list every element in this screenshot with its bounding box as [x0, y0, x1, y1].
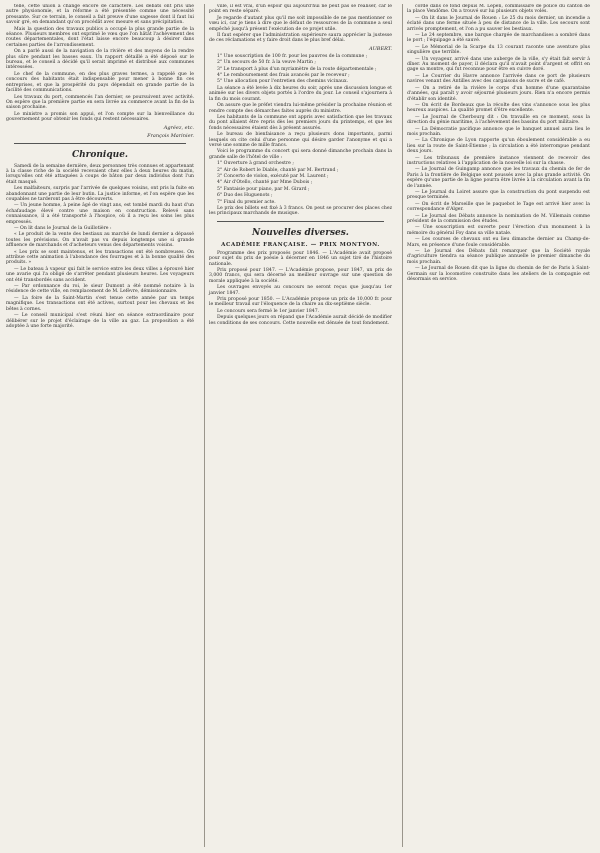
nouvelles-p: Programme des prix proposés pour 1846. — L'Académie avait proposé pour sujet du prix de poésie à décerner en 1846 un sujet tiré de l'histoire nationale.: [209, 250, 392, 267]
col3-p: — Les courses de chevaux ont eu lieu dimanche dernier au Champ-de-Mars, en présence d'une foule considérable.: [407, 237, 590, 248]
concert-program: [209, 161, 392, 205]
col2-list: [209, 54, 392, 85]
chronique-p: — On lit dans le Journal de la Guillotière :: [14, 226, 112, 231]
col3-p: — Un voyageur, arrivé dans une auberge de la ville, s'y était fait servir à dîner. Au moment de payer, il déclara qu'il n'avait point d'argent et offrit en gage sa montre, qui fut reconnue pour être en cuivre doré.: [407, 56, 590, 73]
chronique-p: « Les prix se sont maintenus, et les transactions ont été nombreuses. On attribue cette animation à l'abondance des fourrages et à la bonne qualité des produits. »: [6, 249, 194, 266]
program-item: 7° Final du premier acte.: [217, 199, 276, 205]
col3-p: — La Démocratie pacifique annonce que le banquet annuel aura lieu le mois prochain.: [407, 126, 590, 137]
nouvelles-p: Le concours sera fermé le 1er janvier 1847.: [217, 308, 320, 314]
col3-p: cordé dans ce fond depuis M. Lepen, commissaire de police du canton de la place Vendôme. On a trouvé sur lui plusieurs objets volés.: [407, 4, 590, 15]
col1-letter-p: Le ministre a promis son appui, et l'on compte sur la bienveillance du gouvernement pour obtenir les fonds qui restent nécessaires.: [6, 111, 194, 123]
nouvelles-p: Prix proposé pour 1850. — L'Académie propose un prix de 10,000 fr. pour le meilleur travail sur l'éloquence de la chaire au dix-septième siècle.: [209, 297, 392, 308]
col1-intro-p: On a parlé aussi de la navigation de la rivière et des moyens de la rendre plus sûre pendant les basses eaux. Un rapport détaillé a été déposé sur le bureau, et le conseil a décidé qu'il serait imprimé et distribué aux communes intéressées.: [6, 49, 194, 71]
col2-intro-p: Je regarde d'autant plus qu'il me soit impossible de ne pas mentionner ce vœu ici, car je tiens à dire que le défaut de ressources de la commune a seul empêché jusqu'à présent l'exécution de ce projet utile.: [209, 15, 392, 32]
col2-body-p: La séance a été levée à dix heures du soir, après une discussion longue et animée sur les divers objets portés à l'ordre du jour. Le conseil s'ajournera à la fin du mois courant.: [209, 85, 392, 102]
program-note: Le prix des billets est fixé à 3 francs. On peut se procurer des places chez les principaux marchands de musique.: [209, 206, 392, 217]
col2-intro-p: ville, il est vrai, d'un espoir qui aujourd'hui ne peut pas se réaliser, car le point en reste séparé.: [209, 4, 392, 15]
col3-p: — On lit dans le Journal de Rouen : Le 25 du mois dernier, un incendie a éclaté dans une ferme située à peu de distance de la ville. Les secours sont arrivés promptement, et l'on a pu sauver les bestiaux.: [407, 15, 590, 32]
section-rule: [14, 143, 186, 144]
col3-p: — On écrit de Marseille que le paquebot le Tage est arrivé hier avec la correspondance d'Alger.: [407, 201, 590, 213]
chronique-p: « Le produit de la vente des bestiaux au marché de lundi dernier a dépassé toutes les prévisions. On n'avait pas vu depuis longtemps une si grande affluence de marchands et d'acheteurs venus des départements voisins.: [6, 232, 194, 249]
col3-p: — Le Journal de Rouen dit que la ligne du chemin de fer de Paris à Saint-Germain sur la locomotive construite dans les ateliers de la compagnie est désormais en service.: [407, 266, 590, 283]
column-2: [204, 4, 396, 847]
col3-p: — Le Journal des Débats annonce la nomination de M. Villemain comme président de la commission des études.: [407, 213, 590, 225]
nouvelles-p: Prix proposé pour 1847. — L'Académie propose, pour 1847, un prix de 3,000 francs, qui sera décerné au meilleur ouvrage sur une question de morale appliquée à la société.: [209, 268, 392, 284]
col3-p: — Le Journal de Cherbourg dit : On travaille en ce moment, sous la direction du génie maritime, à l'achèvement des bassins du port militaire.: [407, 114, 590, 126]
letter-author: François Marinier.: [147, 132, 194, 139]
column-1: [6, 4, 198, 847]
col3-p: — Le Journal de Guingamp annonce que les travaux du chemin de fer de Paris à la frontière de Belgique sont poussés avec la plus grande activité. On espère qu'une partie de la ligne pourra être livrée à la circulation avant la fin de l'année.: [407, 167, 590, 189]
program-item: 5° Fantaisie pour piano, par M. Girard ;: [217, 186, 310, 192]
chronique-p: — Le conseil municipal s'est réuni hier en séance extraordinaire pour délibérer sur le projet d'éclairage de la ville au gaz. La proposition a été adoptée à une forte majorité.: [6, 313, 194, 329]
col3-p: — On a retiré de la rivière le corps d'un homme d'une quarantaine d'années, qui paraît y avoir séjourné plusieurs jours. Rien n'a encore permis d'établir son identité.: [407, 85, 590, 102]
chronique-p: Samedi de la semaine dernière, deux personnes très connues et appartenant à la classe riche de la société recevaient chez elles à deux heures du matin, lorsqu'elles ont été attaquées à coups de bâton par deux individus dont l'un était masqué.: [6, 163, 194, 185]
chronique-p: — Le bateau à vapeur qui fait le service entre les deux villes a éprouvé hier une avarie qui l'a obligé de s'arrêter pendant plusieurs heures. Les voyageurs ont été transbordés sans accident.: [6, 266, 194, 283]
col2-body-p: Le bureau de bienfaisance a reçu plusieurs dons importants, parmi lesquels on cite celui d'une personne qui désire garder l'anonyme et qui a versé une somme de mille francs.: [209, 132, 392, 148]
letter-signature: Agréez, etc.: [163, 124, 194, 131]
col1-intro-p: telle, cette union a changé encore de caractère. Les débats ont pris une autre physionomie, et la réforme a été présentée comme une nécessité pressante. Sur ce terrain, le conseil a fait preuve d'une sagesse dont il faut lui savoir gré, en demandant qu'on procédât avec mesure et sans précipitation.: [6, 4, 194, 26]
chronique-heading: Chronique.: [71, 149, 129, 160]
chronique-p: — La foire de la Saint-Martin s'est tenue cette année par un temps magnifique. Les transactions ont été actives, surtout pour les chevaux et les bêtes à cornes.: [6, 295, 194, 312]
col3-p: — Le Journal du Loiret assure que la construction du pont suspendu est presque terminée.: [407, 190, 590, 201]
list-item: 4° Le remboursement des frais avancés par le receveur ;: [217, 73, 350, 79]
program-item: 1° Ouverture à grand orchestre ;: [217, 161, 294, 167]
col2-body-p: Les habitants de la commune ont appris avec satisfaction que les travaux du pont allaient être repris dès les premiers jours du printemps, et que les fonds nécessaires étaient dès à présent assurés.: [209, 114, 392, 131]
col3-p: — La Chronique de Lyon rapporte qu'un éboulement considérable a eu lieu sur la route de Saint-Étienne ; la circulation a été interrompue pendant deux jours.: [407, 138, 590, 155]
col1-intro-p: Le chef de la commune, en des plus graves termes, a rappelé que le concours des habitants était indispensable pour mener à bonne fin ces entreprises, et que la prospérité du pays dépendait en grande partie de la facilité des communications.: [6, 71, 194, 94]
col1-letter-p: Les travaux du port, commencés l'an dernier, se poursuivent avec activité. On espère que la première partie en sera livrée au commerce avant la fin de la saison prochaine.: [6, 94, 194, 111]
col3-p: — Le Journal des Débats fait remarquer que la Société royale d'agriculture tiendra sa séance publique annuelle le premier dimanche du mois prochain.: [407, 249, 590, 265]
col2-signature: AUBERT.: [368, 45, 392, 52]
col3-p: — Une souscription est ouverte pour l'érection d'un monument à la mémoire du général Foy dans sa ville natale.: [407, 225, 590, 236]
nouvelles-p: Les ouvrages envoyés au concours ne seront reçus que jusqu'au 1er janvier 1847.: [209, 285, 392, 296]
program-item: 4° Air d'Otello, chanté par Mme Dubois ;: [217, 180, 313, 186]
nouvelles-heading: Nouvelles diverses.: [252, 227, 349, 238]
list-item: 3° Le transport à plus d'un myriamètre de la route départementale ;: [217, 66, 377, 72]
col2-body-p: On assure que le préfet viendra lui-même présider la prochaine réunion et rendre compte des démarches faites auprès du ministre.: [209, 103, 392, 114]
program-item: 6° Duo des Huguenots ;: [217, 193, 273, 199]
list-item: 2° Un secours de 50 fr. à la veuve Martin ;: [217, 60, 316, 66]
col3-p: — On écrit de Bordeaux que la récolte des vins s'annonce sous les plus heureux auspices. La qualité promet d'être excellente.: [407, 102, 590, 114]
col3-p: — Le Mémorial de la Scarpe du 13 courant raconte une aventure plus singulière que terrible.: [407, 44, 590, 56]
nouvelles-subheading: ACADÉMIE FRANÇAISE. — PRIX MONTYON.: [221, 241, 380, 248]
col1-intro-p: Mais la question des travaux publics a occupé la plus grande partie de la séance. Plusieurs membres ont exprimé le vœu que l'on hâtât l'achèvement des routes départementales, dont l'état laisse encore beaucoup à désirer dans certaines parties de l'arrondissement.: [6, 26, 194, 48]
list-item: 1° Une souscription de 100 fr. pour les pauvres de la commune ;: [217, 53, 368, 59]
section-rule: [217, 221, 384, 222]
col3-p: — Les tribunaux de première instance viennent de recevoir des instructions relatives à l'application de la nouvelle loi sur la chasse.: [407, 155, 590, 166]
col3-p: — Le Courrier du Havre annonce l'arrivée dans ce port de plusieurs navires venant des Antilles avec des cargaisons de sucre et de café.: [407, 73, 590, 85]
list-item: 5° Une allocation pour l'entretien des chemins vicinaux.: [217, 79, 349, 85]
chronique-p: — Un jeune homme, à peine âgé de vingt ans, est tombé mardi du haut d'un échafaudage élevé contre une maison en construction. Relevé sans connaissance, il a été transporté à l'hospice, où il a reçu les soins les plus empressés.: [6, 203, 194, 225]
nouvelles-p: Depuis quelques jours on répand que l'Académie aurait décidé de modifier les conditions de ses concours. Cette nouvelle est dénuée de tout fondement.: [209, 315, 392, 326]
program-item: 3° Concerto de violon, exécuté par M. Laurent ;: [217, 173, 329, 179]
col2-intro-p: Il faut espérer que l'administration supérieure saura apprécier la justesse de ces réclamations et y faire droit dans le plus bref délai.: [209, 33, 392, 44]
chronique-p: — Par ordonnance du roi, le sieur Dumont a été nommé notaire à la résidence de cette ville, en remplacement de M. Lefèvre, démissionnaire.: [6, 284, 194, 295]
concert-intro: Voici le programme du concert qui sera donné dimanche prochain dans la grande salle de l'hôtel de ville :: [209, 149, 392, 160]
program-item: 2° Air de Robert le Diable, chanté par M. Bertrand ;: [217, 167, 339, 173]
col3-p: — Le 24 septembre, une barque chargée de marchandises a sombré dans le port ; l'équipage a été sauvé.: [407, 33, 590, 44]
column-3: [402, 4, 594, 847]
chronique-p: Les malfaiteurs, surpris par l'arrivée de quelques voisins, ont pris la fuite en abandonnant une partie de leur butin. La justice informe, et l'on espère que les coupables ne tarderont pas à être découverts.: [6, 186, 194, 202]
